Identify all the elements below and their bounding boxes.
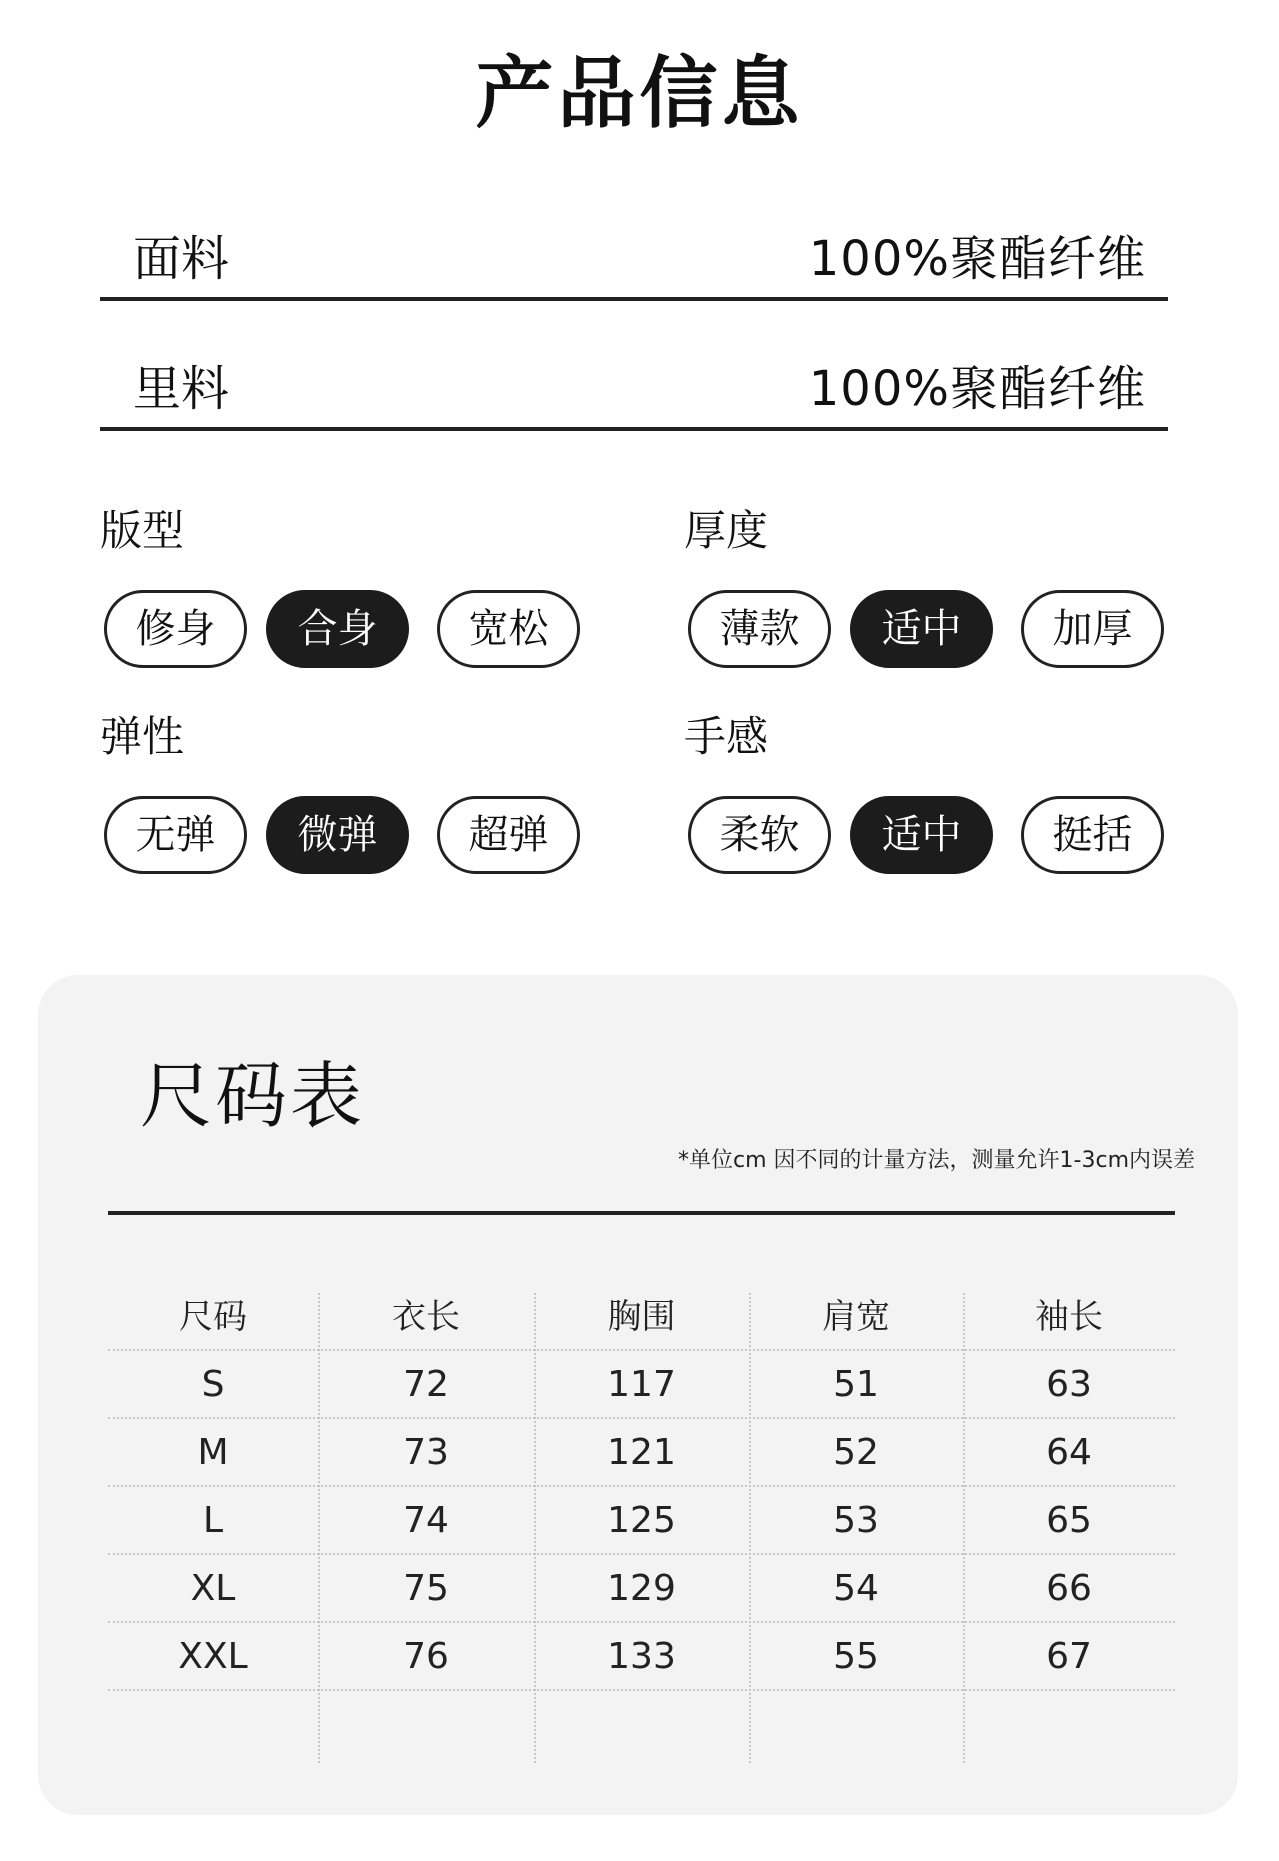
table-cell: 75 [403, 1568, 449, 1609]
table-cell: 54 [833, 1568, 879, 1609]
elasticity-title: 弹性 [100, 712, 185, 761]
thickness-group [684, 506, 1184, 700]
table-cell: 125 [607, 1500, 676, 1541]
table-cell: 66 [1046, 1568, 1092, 1609]
handfeel-title: 手感 [684, 712, 769, 761]
header-chest: 胸围 [607, 1297, 676, 1337]
table-cell: 53 [833, 1500, 879, 1541]
handfeel-option-medium: 适中 [850, 796, 993, 874]
table-cell: XXL [178, 1636, 248, 1677]
page-title: 产品信息 [475, 49, 804, 139]
lining-label: 里料 [133, 361, 230, 417]
table-cell: S [201, 1364, 225, 1405]
header-size: 尺码 [179, 1297, 247, 1337]
table-cell: XL [190, 1568, 236, 1609]
table-cell: 55 [833, 1636, 879, 1677]
table-cell: M [197, 1432, 229, 1473]
table-header-row [108, 1293, 1175, 1351]
elasticity-option-none: 无弹 [104, 796, 247, 874]
fabric-label: 面料 [133, 231, 230, 287]
size-chart-title: 尺码表 [140, 1054, 366, 1138]
table-cell: 133 [607, 1636, 676, 1677]
header-sleeve: 袖长 [1035, 1297, 1103, 1337]
fit-group [100, 506, 600, 700]
table-row [108, 1351, 1175, 1419]
table-cell: 51 [833, 1364, 879, 1405]
handfeel-option-crisp: 挺括 [1021, 796, 1164, 874]
table-cell: 72 [403, 1364, 449, 1405]
table-cell: 52 [833, 1432, 879, 1473]
thickness-title: 厚度 [684, 506, 769, 555]
table-cell: 121 [607, 1432, 676, 1473]
elasticity-group [100, 712, 600, 906]
header-shoulder: 肩宽 [822, 1297, 890, 1337]
table-cell: 117 [607, 1364, 676, 1405]
table-cell: 73 [403, 1432, 449, 1473]
table-cell: 65 [1046, 1500, 1092, 1541]
size-chart-card [38, 975, 1238, 1815]
table-row [108, 1555, 1175, 1623]
thickness-option-thick: 加厚 [1021, 590, 1164, 668]
header-length: 衣长 [392, 1297, 460, 1337]
thickness-option-thin: 薄款 [688, 590, 831, 668]
elasticity-option-slight: 微弹 [266, 796, 409, 874]
table-cell: L [202, 1500, 224, 1541]
handfeel-group [684, 712, 1184, 906]
table-row [108, 1487, 1175, 1555]
fit-option-loose: 宽松 [437, 590, 580, 668]
fit-option-slim: 修身 [104, 590, 247, 668]
table-cell: 76 [403, 1636, 449, 1677]
handfeel-option-soft: 柔软 [688, 796, 831, 874]
elasticity-option-high: 超弹 [437, 796, 580, 874]
thickness-option-medium: 适中 [850, 590, 993, 668]
table-cell: 74 [403, 1500, 449, 1541]
size-chart-divider [108, 1211, 1175, 1215]
size-table [108, 1293, 1175, 1691]
table-cell: 63 [1046, 1364, 1092, 1405]
table-row [108, 1419, 1175, 1487]
lining-value: 100%聚酯纤维 [808, 361, 1146, 417]
table-cell: 129 [607, 1568, 676, 1609]
fit-option-regular: 合身 [266, 590, 409, 668]
lining-row [100, 335, 1168, 431]
fabric-row [100, 205, 1168, 301]
size-chart-note: *单位cm 因不同的计量方法，测量允许1-3cm内误差 [678, 1148, 1195, 1173]
fabric-value: 100%聚酯纤维 [808, 231, 1146, 287]
table-row [108, 1623, 1175, 1691]
table-cell: 64 [1046, 1432, 1092, 1473]
table-cell: 67 [1046, 1636, 1092, 1677]
fit-title: 版型 [100, 506, 185, 555]
